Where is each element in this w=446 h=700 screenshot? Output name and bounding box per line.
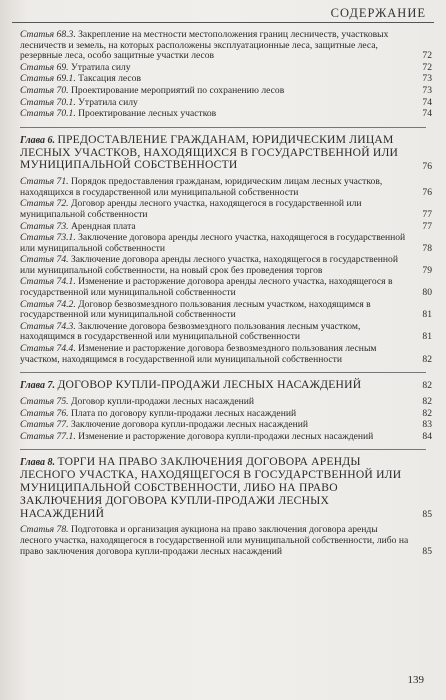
chapter-6 [20,127,432,172]
article-page-number: 79 [422,264,432,276]
article-number: Статья 76. [20,407,69,419]
article-number: Статья 68.3. [20,29,76,40]
article-page-number: 72 [422,61,432,73]
article-title: Заключение договора аренды лесного участка, находящегося в государственной или муниципальной собственности [20,232,406,254]
chapter-page-number: 82 [422,380,432,392]
toc-entry-text-wrap [20,255,426,276]
article-number: Статья 70. [20,84,69,96]
article-title: Проектирование мероприятий по сохранению лесов [70,84,285,96]
article-page-number: 84 [422,430,432,442]
article-title: Заключение договора купли-продажи лесных насаждений [70,419,308,431]
article-title: Арендная плата [70,220,136,232]
toc-entry-text-wrap [20,409,426,420]
toc-entry [20,407,432,420]
article-number: Статья 74.4. [20,343,76,355]
article-page-number: 74 [422,96,432,108]
article-number: Статья 73. [20,220,69,232]
table-of-contents [20,29,432,558]
article-number: Статья 74. [20,254,69,266]
toc-entry [20,96,432,109]
chapter-title: ТОРГИ НА ПРАВО ЗАКЛЮЧЕНИЯ ДОГОВОРА АРЕНДЫ ЛЕСНОГО УЧАСТКА, НАХОДЯЩЕГОСЯ В ГОСУДАРСТВЕННОЙ ИЛИ МУНИЦИПАЛЬНОЙ СОБСТВЕННОСТИ, ЛИБО НА ПРАВО ЗАКЛЮЧЕНИЯ ДОГОВОРА КУПЛИ-ПРОДАЖИ ЛЕСНЫХ НАСАЖДЕНИЙ [20,455,402,520]
article-page-number: 80 [422,287,432,299]
article-title: Договор безвозмездного пользования лесным участком, находящимся в государственной или муниципальной собственности [20,298,371,321]
article-page-number: 72 [422,50,432,62]
toc-entry-text-wrap [20,74,426,85]
toc-entry-text-wrap [20,177,426,198]
article-page-number: 82 [422,407,432,419]
toc-entry-text-wrap [20,86,426,97]
chapter-8 [20,449,432,520]
article-number: Статья 70.1. [20,96,76,108]
chapter-7-heading [20,378,432,392]
chapter-page-number: 76 [422,160,432,172]
article-page-number: 77 [422,220,432,232]
toc-entry [20,524,432,557]
toc-entry-text-wrap [20,222,426,233]
page-number: 139 [407,674,424,686]
toc-entry [20,176,432,198]
article-number: Статья 69.1. [20,73,76,85]
toc-entry [20,61,432,74]
toc-entry [20,320,432,343]
article-title: Изменение и расторжение договора безвозмездного пользования лесным участком, находящимся в государственной или муниципальной собственности [20,343,377,365]
toc-entry [20,419,432,431]
article-page-number: 83 [422,419,432,431]
toc-entry [20,198,432,220]
toc-entry [20,220,432,233]
toc-entry [20,84,432,97]
article-number: Статья 74.2. [20,298,76,310]
article-number: Статья 75. [20,396,69,408]
chapter-title: ПРЕДОСТАВЛЕНИЕ ГРАЖДАНАМ, ЮРИДИЧЕСКИМ ЛИЦАМ ЛЕСНЫХ УЧАСТКОВ, НАХОДЯЩИХСЯ В ГОСУДАРСТВЕННОЙ ИЛИ МУНИЦИПАЛЬНОЙ СОБСТВЕННОСТИ [20,132,399,172]
article-title: Утратила силу [70,61,131,73]
toc-entry-text-wrap [20,420,426,431]
article-page-number: 81 [422,309,432,321]
article-page-number: 73 [422,84,432,96]
toc-entry-text-wrap [20,344,426,365]
toc-entry [20,232,432,254]
article-number: Статья 74.3. [20,320,76,332]
toc-entry-text-wrap [20,98,426,109]
toc-entry [20,396,432,408]
toc-entry-text-wrap [20,199,426,220]
chapter-7-entries [20,396,432,442]
toc-entry [20,254,432,276]
top-entries [20,29,432,120]
toc-entry-text-wrap [20,322,426,343]
chapter-label: Глава 8. [20,457,56,469]
toc-entry-text-wrap [20,30,426,62]
article-title: Заключение договора аренды лесного участка, находящегося в государственной или муниципальной собственности, на новый срок без проведения торгов [20,254,398,276]
page-header-title: СОДЕРЖАНИЕ [330,6,426,20]
article-title: Подготовка и организация аукциона на право заключения договора аренды лесного участка, находящегося в государственной или муниципальной собственности, либо на право заключения договора купли-продажи лесных насаждений [20,524,409,557]
toc-entry [20,430,432,443]
article-number: Статья 78. [20,524,69,536]
article-page-number: 73 [422,73,432,85]
toc-entry-text-wrap [20,233,426,254]
chapter-8-heading [20,455,432,520]
chapter-page-number: 85 [422,508,432,520]
toc-entry [20,29,432,62]
article-title: Закрепление на местности местоположения границ лесничеств, участковых лесничеств и земель, на которых расположены эксплуатационные леса, защитные леса, резервные леса, особо защитные участки лесов [20,29,389,62]
toc-entry-text-wrap [20,432,426,443]
header-rule [12,22,434,23]
article-number: Статья 70.1. [20,108,76,120]
toc-entry-text-wrap [20,525,426,557]
chapter-6-entries [20,176,432,365]
toc-entry [20,73,432,85]
toc-entry [20,276,432,299]
article-title: Плата по договору купли-продажи лесных насаждений [70,407,297,419]
article-title: Порядок предоставления гражданам, юридическим лицам лесных участков, находящихся в государственной или муниципальной собственности [20,176,383,198]
article-number: Статья 71. [20,176,69,188]
article-number: Статья 77. [20,419,69,431]
article-title: Утратила силу [78,96,138,108]
toc-entry-text-wrap [20,397,426,408]
article-page-number: 78 [422,242,432,254]
article-title: Договор купли-продажи лесных насаждений [70,396,255,408]
article-title: Таксация лесов [78,73,142,85]
article-title: Заключение договора безвозмездного пользования лесным участком, находящимся в государственной или муниципальной собственности [20,320,361,343]
article-title: Изменение и расторжение договора аренды лесного участка, находящегося в государственной или муниципальной собственности [20,276,393,299]
article-number: Статья 69. [20,61,69,73]
chapter-title: ДОГОВОР КУПЛИ-ПРОДАЖИ ЛЕСНЫХ НАСАЖДЕНИЙ [57,378,362,392]
article-number: Статья 77.1. [20,430,76,442]
article-title: Изменение и расторжение договора купли-продажи лесных насаждений [78,430,374,442]
article-page-number: 77 [422,208,432,220]
chapter-6-heading [20,132,432,172]
chapter-label: Глава 7. [20,380,56,392]
toc-entry [20,298,432,321]
article-page-number: 74 [422,108,432,120]
chapter-label: Глава 6. [20,134,56,146]
article-page-number: 76 [422,186,432,198]
article-number: Статья 74.1. [20,276,76,288]
toc-entry-text-wrap [20,63,426,74]
toc-entry [20,343,432,365]
article-page-number: 81 [422,331,432,343]
article-title: Проектирование лесных участков [78,108,217,120]
article-number: Статья 73.1. [20,232,76,244]
chapter-7 [20,372,432,392]
article-page-number: 85 [422,545,432,557]
chapter-8-entries [20,524,432,557]
article-page-number: 82 [422,396,432,408]
toc-entry [20,108,432,120]
toc-entry-text-wrap [20,277,426,298]
article-number: Статья 72. [20,198,69,210]
article-title: Договор аренды лесного участка, находящегося в государственной или муниципальной собственности [20,198,362,220]
toc-entry-text-wrap [20,109,426,120]
article-page-number: 82 [422,353,432,365]
toc-entry-text-wrap [20,300,426,321]
